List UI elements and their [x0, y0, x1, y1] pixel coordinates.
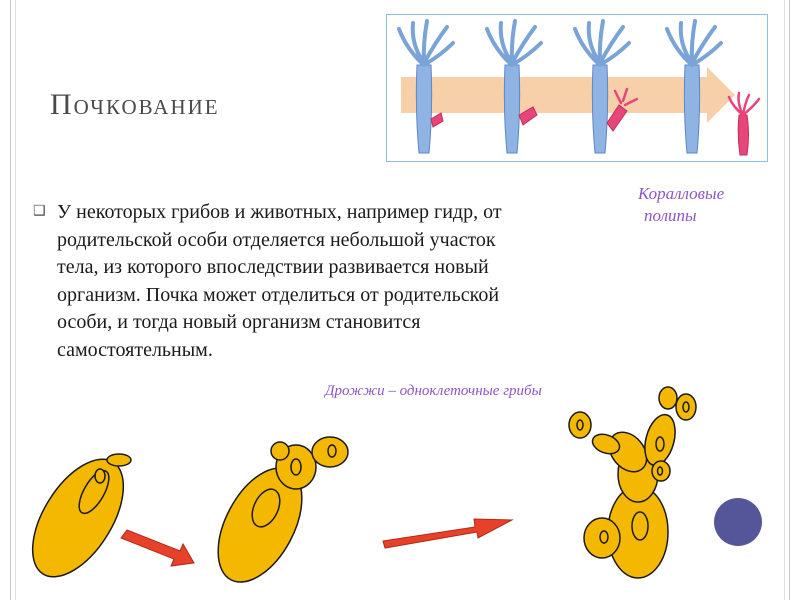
yeast-stage-1: [14, 444, 142, 592]
coral-caption-line1: Коралловые: [638, 184, 725, 203]
checkbox-bullet-icon: ❑: [33, 203, 46, 219]
body-line: тела, из которого впоследствии развивается новый: [57, 256, 489, 278]
body-line: организм. Почка может отделиться от родительской: [57, 283, 500, 306]
body-line: У некоторых грибов и животных, например гидр, от: [57, 201, 502, 223]
slide-title: Почкование: [50, 88, 220, 121]
yeast-caption: Дрожжи – одноклеточные грибы: [325, 383, 542, 399]
nav-button-icon[interactable]: [714, 498, 762, 546]
red-arrow-icon: [383, 519, 512, 548]
body-line: особи, и тогда новый организм становится: [57, 311, 421, 333]
yeast-stage-2: [201, 437, 348, 596]
red-arrow-icon: [121, 530, 194, 566]
yeast-stage-3: [569, 387, 696, 578]
body-line: родительской особи отделяется небольшой участок: [57, 228, 496, 251]
body-line: самостоятельным.: [57, 338, 213, 361]
coral-caption-line2: полипы: [644, 206, 697, 225]
